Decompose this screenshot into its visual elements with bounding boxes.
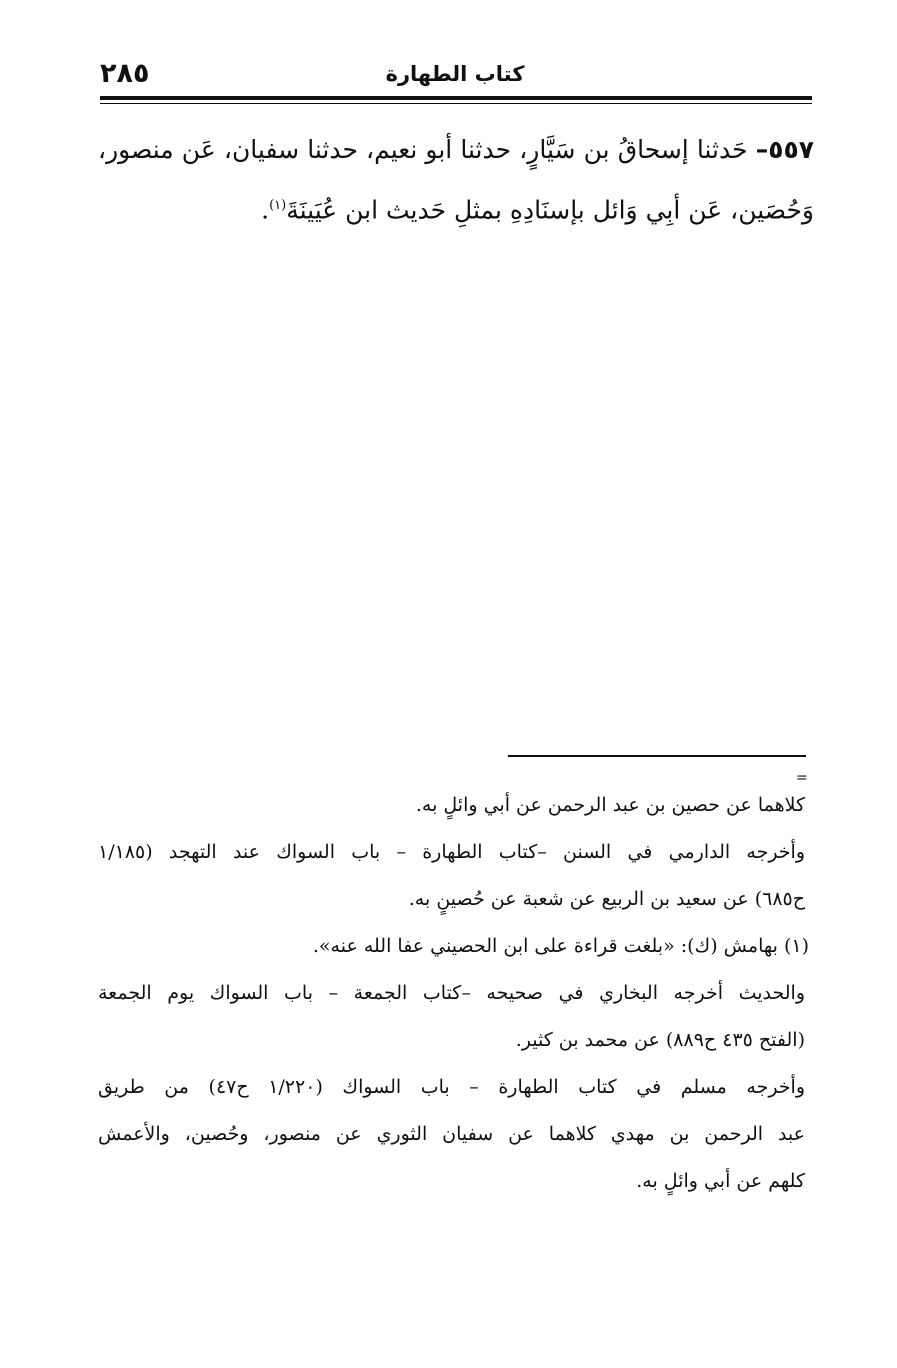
hadith-number: ٥٥٧	[768, 135, 814, 164]
hadith-paragraph	[98, 122, 814, 238]
footnote-line-9: كلهم عن أبي وائلٍ به.	[636, 1170, 805, 1192]
footnote-line-1: كلاهما عن حصين بن عبد الرحمن عن أبي وائلٍ به.	[415, 794, 805, 816]
footnote-separator	[508, 755, 806, 757]
running-header-title: كتاب الطهارة	[385, 62, 525, 86]
footnote-continuation-mark: =	[796, 770, 808, 786]
hadith-text: حَدثنا إسحاقُ بن سَيَّارٍ، حدثنا أبو نعيم، حدثنا سفيان، عَن منصور، وَحُصَين، عَن أبِي وَائل بإسنَادِهِ بمثلِ حَديث ابن عُيَينَةَ	[98, 135, 814, 225]
footnote-line-2: وأخرجه الدارمي في السنن –كتاب الطهارة – باب السواك عند التهجد (١/١٨٥	[98, 841, 805, 863]
footnote-line-3: ح٦٨٥) عن سعيد بن الربيع عن شعبة عن حُصينٍ به.	[408, 888, 805, 910]
page-number: ٢٨٥	[100, 58, 150, 89]
footnote-marker: (١)	[269, 198, 287, 213]
footnote-line-5: والحديث أخرجه البخاري في صحيحه –كتاب الجمعة – باب السواك يوم الجمعة	[98, 982, 805, 1004]
footnote-line-7: وأخرجه مسلم في كتاب الطهارة – باب السواك (١/٢٢٠ ح٤٧) من طريق	[98, 1076, 805, 1098]
footnote-line-8: عبد الرحمن بن مهدي كلاهما عن سفيان الثوري عن منصور، وحُصين، والأعمش	[98, 1123, 805, 1145]
hadith-number-dash: –	[755, 135, 769, 164]
header-rule-thick	[100, 96, 812, 100]
hadith-end-punct: .	[261, 195, 270, 225]
footnote-line-6: (الفتح ٤٣٥ ح٨٨٩) عن محمد بن كثير.	[515, 1029, 805, 1051]
footnote-line-4: (١) بهامش (ك): «بلغت قراءة على ابن الحصيني عفا الله عنه».	[312, 935, 809, 957]
header-rule-thin	[100, 103, 812, 104]
